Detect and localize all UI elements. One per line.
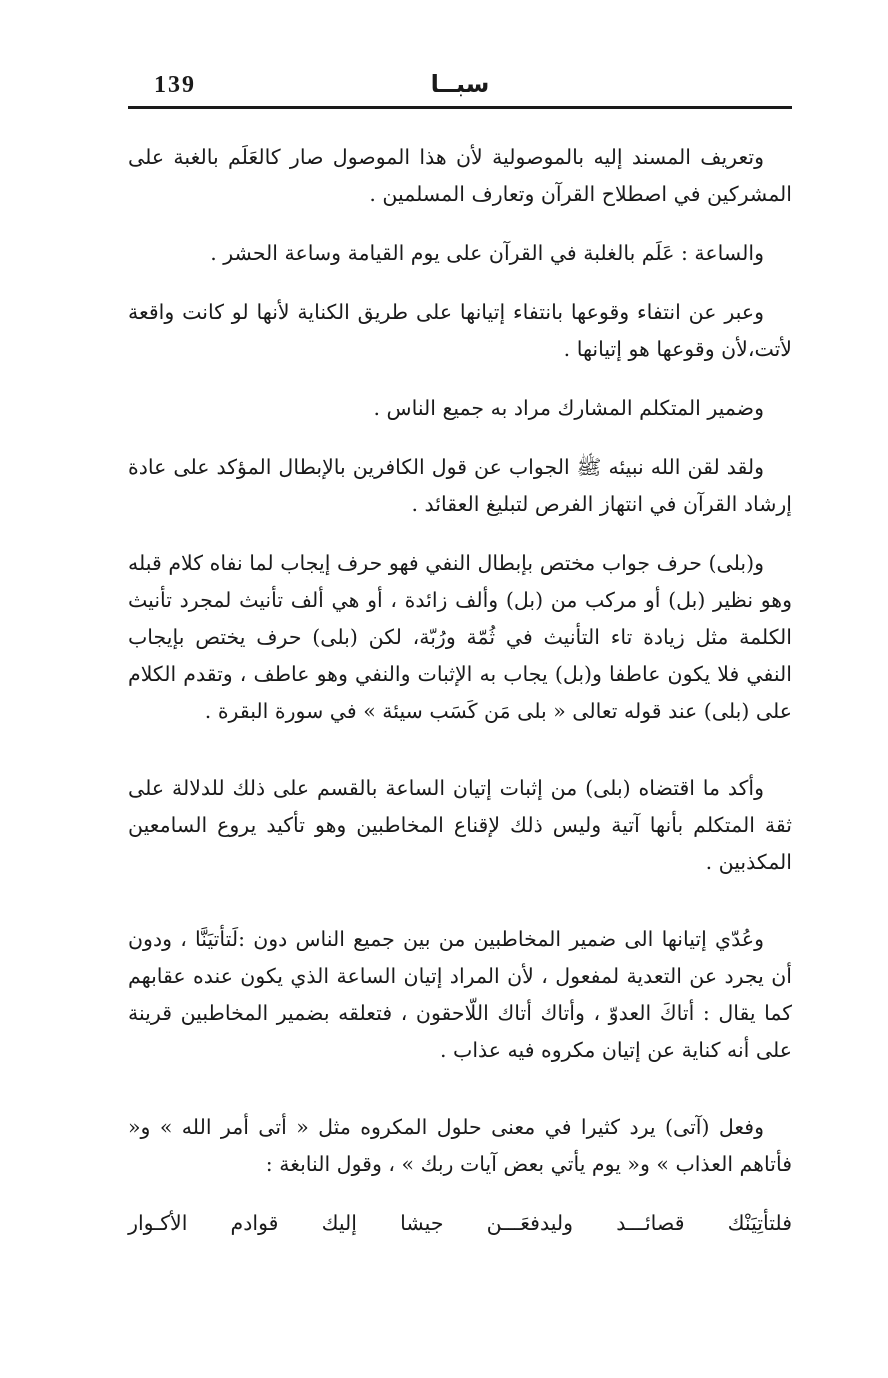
paragraph: والساعة : عَلَم بالغلبة في القرآن على يوم القيامة وساعة الحشر . bbox=[210, 241, 764, 265]
running-title: سبــا bbox=[430, 70, 490, 98]
paragraph: و(بلى) حرف جواب مختص بإبطال النفي فهو حرف إيجاب لما نفاه كلام قبله وهو نظير (بل) أو مركب من (بل) وألف زائدة ، أو هي ألف تأنيث لمجرد تأنيث الكلمة مثل زيادة تاء التأنيث في ثُمّة ورُبّة، لكن (بلى) حرف يختص بإيجاب النفي فلا يكون عاطفا و(بل) يجاب به الإثبات والنفي وهو عاطف ، وتقدم الكلام على (بلى) عند قوله تعالى « بلى مَن كَسَب سيئة » في سورة البقرة . bbox=[128, 551, 792, 723]
paragraph: وضمير المتكلم المشارك مراد به جميع الناس . bbox=[373, 396, 764, 420]
book-page bbox=[128, 60, 792, 1320]
verse-word: قصائـــد bbox=[616, 1211, 685, 1235]
verse-word: وليدفعَـــن bbox=[486, 1211, 574, 1235]
poetry-verse bbox=[128, 1205, 792, 1242]
paragraph: وتعريف المسند إليه بالموصولية لأن هذا الموصول صار كالعَلَم بالغبة على المشركين في اصطلاح القرآن وتعارف المسلمين . bbox=[128, 145, 792, 206]
verse-word: قوادم bbox=[230, 1211, 279, 1235]
verse-word: جيشا bbox=[400, 1211, 444, 1235]
verse-word: فلتأتِيَنْك bbox=[727, 1211, 792, 1235]
verse-word: الأكـوار bbox=[128, 1211, 188, 1235]
paragraph: وفعل (آتى) يرد كثيرا في معنى حلول المكروه مثل « أتى أمر الله » و« فأتاهم العذاب » و« يوم يأتي بعض آيات ربك » ، وقول النابغة : bbox=[128, 1115, 792, 1176]
page-number: 139 bbox=[154, 72, 196, 98]
page-body bbox=[128, 109, 792, 1242]
paragraph: وعُدّي إتيانها الى ضمير المخاطبين من بين جميع الناس دون :لَتأتيَنَّا ، ودون أن يجرد عن التعدية لمفعول ، لأن المراد إتيان الساعة الذي يكون عنده عقابهم كما يقال : أتاكَ العدوّ ، وأتاك أتاك اللّاحقون ، فتعلقه بضمير المخاطبين قرينة على أنه كناية عن إتيان مكروه فيه عذاب . bbox=[128, 927, 792, 1062]
paragraph: وعبر عن انتفاء وقوعها بانتفاء إتيانها على طريق الكناية لأنها لو كانت واقعة لأتت،لأن وقوعها هو إتيانها . bbox=[128, 300, 792, 361]
verse-word: إليك bbox=[321, 1211, 357, 1235]
paragraph: وأكد ما اقتضاه (بلى) من إثبات إتيان الساعة بالقسم على ذلك للدلالة على ثقة المتكلم بأنها آتية وليس ذلك لإقناع المخاطبين وهو تأكيد يروع السامعين المكذبين . bbox=[128, 776, 792, 874]
page-header bbox=[128, 60, 792, 109]
paragraph: ولقد لقن الله نبيئه ﷺ الجواب عن قول الكافرين بالإبطال المؤكد على عادة إرشاد القرآن في انتهاز الفرص لتبليغ العقائد . bbox=[128, 455, 792, 516]
